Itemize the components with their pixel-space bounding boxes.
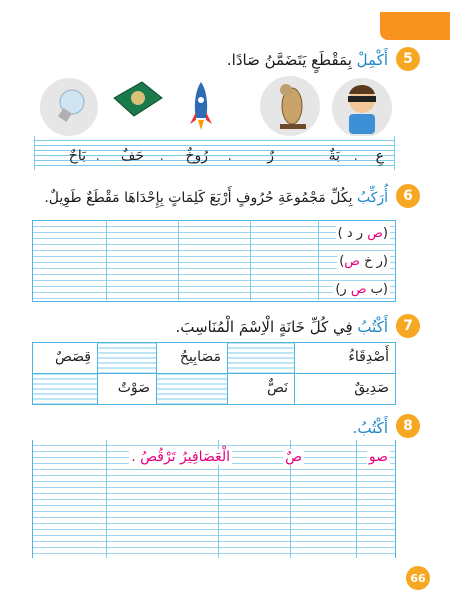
exercise-5-instruction: أَكْمِلْ بِمَقْطَعٍ يَتَضَمَّنُ صَادًا. xyxy=(226,51,388,69)
syllable-item: رُوخٌ xyxy=(185,148,208,164)
syllable-item: عِ xyxy=(375,148,384,164)
word-cell: صَدِيقٌ xyxy=(295,374,396,405)
exercise-6-instruction: أُرَكِّبُ بِكُلِّ مَجْمُوعَةِ حُرُوفٍ أَرْبَعَ كَلِمَاتٍ بِإِحْدَاهَا مَقْطَعٌ طَوِيلٌ. xyxy=(44,190,388,206)
word-cell: نَصٌّ xyxy=(228,374,295,405)
word-cell: مَصَابِيحُ xyxy=(157,343,228,374)
word-cell: قِصَصٌ xyxy=(33,343,98,374)
exercise-5-badge: 5 xyxy=(396,47,420,71)
letter-group-1: (ص ر د ) xyxy=(337,226,388,241)
word-cell: صَوْتٌ xyxy=(98,374,157,405)
separator-dot: . xyxy=(95,148,100,164)
exercise-8-instruction: أَكْتُبُ. xyxy=(352,419,388,437)
exercise-7-word-table xyxy=(32,342,396,405)
model-item-2: صٌ xyxy=(285,449,302,465)
syllable-item: حَفٌ xyxy=(120,148,144,164)
exercise-5-writing-lines[interactable] xyxy=(34,136,394,170)
empty-cell[interactable] xyxy=(157,374,228,405)
rocket-image xyxy=(186,80,216,132)
divider xyxy=(106,220,107,300)
syllable-item: بَةٌ xyxy=(328,148,340,164)
empty-cell[interactable] xyxy=(98,343,157,374)
page-number: 66 xyxy=(406,566,430,590)
syllable-item: رٌ xyxy=(267,148,274,164)
letter-group-2: (ر خ ص) xyxy=(339,254,388,269)
separator-dot: . xyxy=(159,148,164,164)
exercise-6-badge: 6 xyxy=(396,184,420,208)
exercise-8-badge: 8 xyxy=(396,414,420,438)
syllable-item: بَاحٌ xyxy=(68,148,86,164)
blindfolded-boy-image xyxy=(332,78,392,138)
divider xyxy=(250,220,251,300)
separator-dot: . xyxy=(353,148,358,164)
falcon-image xyxy=(260,76,320,136)
divider xyxy=(178,220,179,300)
divider xyxy=(106,440,107,558)
empty-cell[interactable] xyxy=(228,343,295,374)
quran-book-image xyxy=(108,76,166,128)
letter-group-3: (ب ص ر) xyxy=(335,282,388,297)
chapter-tab xyxy=(380,12,450,40)
empty-cell[interactable] xyxy=(33,374,98,405)
model-item-1: صو xyxy=(368,449,388,465)
exercise-7-badge: 7 xyxy=(396,314,420,338)
divider xyxy=(394,136,395,170)
divider xyxy=(318,220,319,300)
exercise-7-instruction: أَكْتُبُ فِي كُلِّ خَانَةٍ الْاِسْمَ الْمُنَاسِبَ. xyxy=(175,318,388,336)
divider xyxy=(356,440,357,558)
lightbulb-image xyxy=(40,78,98,136)
divider xyxy=(34,136,35,170)
model-item-3: الْعَصَافِيرُ تَرْقُصُ . xyxy=(131,449,230,465)
separator-dot: . xyxy=(227,148,232,164)
word-cell: أَصْدِقَاءُ xyxy=(295,343,396,374)
